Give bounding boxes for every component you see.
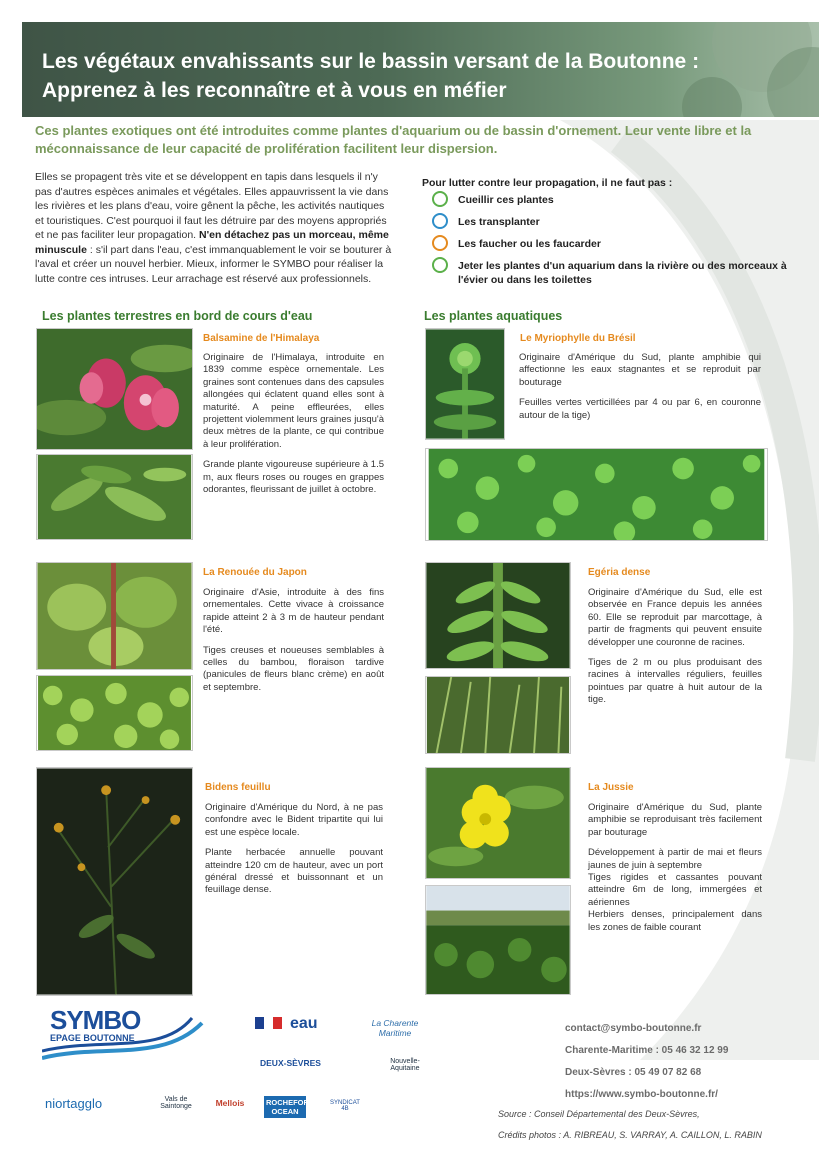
myriophylle-closeup-photo [425, 328, 505, 440]
nouvelle-aquitaine-logo: Nouvelle-Aquitaine [390, 1058, 420, 1072]
green-ring-icon [432, 257, 448, 273]
rochefort-ocean-logo: ROCHEFORT OCEAN [266, 1098, 314, 1116]
blue-ring-icon [432, 213, 448, 229]
bidens-description: Originaire d'Amérique du Nord, à ne pas confondre avec le Bident tripartite qui lui est une espèce locale. Plante herbacée annuelle pouvant atteindre 120 cm de hauteur, avec un port général dressé et buissonnant et un feuillage dense. [205, 802, 383, 896]
renouee-name: La Renouée du Japon [203, 567, 307, 578]
body-bold-warning: N'en détachez pas un morceau, même minuscule [35, 229, 389, 256]
section-title-aquatic: Les plantes aquatiques [424, 309, 563, 323]
jussie-description: Originaire d'Amérique du Sud, plante amphibie se reproduisant très facilement par bouturage Développement à partir de mai et fleurs jaunes de juin à septembre Tiges rigides et cassantes pouvant atteindre 6m de long, immergées et aériennes Herbiers denses, principalement dans les zones de faible courant [588, 802, 762, 933]
jussie-name: La Jussie [588, 782, 634, 793]
agence-eau-logo: eau [290, 1015, 318, 1032]
bidens-photo [36, 767, 193, 996]
symbo-wave-icon [42, 1003, 207, 1063]
green-ring-icon [432, 191, 448, 207]
renouee-description: Originaire d'Asie, introduite à des fins ornementales. Cette vivace à croissance rapide atteint 2 à 3 m de hauteur pendant l'été. Tiges creuses et noueuses semblables à celles du bambou, floraison tardive (panicules de fleurs blanc crème) en août et septembre. [203, 587, 384, 693]
charente-maritime-logo: La Charente Maritime [371, 1018, 419, 1038]
myriophylle-description: Originaire d'Amérique du Sud, plante amphibie qui affectionne les eaux stagnantes et se reproduit par bouturage Feuilles vertes verticillées par 4 ou par 6, en couronne autour de la tige) [519, 352, 761, 421]
balsamine-description: Originaire de l'Himalaya, introduite en 1839 comme espèce ornementale. Les graines sont contenues dans des capsules allongées qui éclatent quand elles sont à maturité. A peine effleurées, elles projettent violemment leurs graines jusqu'à deux mètres de la plante, ce qui contribue à leur prolifération. Grande plante vigoureuse supérieure à 1.5 m, aux fleurs roses ou rouges en grappes odorantes, fleurissant de juillet à octobre. [203, 352, 384, 496]
bidens-name: Bidens feuillu [205, 782, 271, 793]
myriophylle-mat-photo [425, 448, 768, 541]
deux-sevres-logo: DEUX-SÈVRES [260, 1058, 321, 1068]
credits-source: Source : Conseil Départemental des Deux-Sèvres, [498, 1109, 700, 1119]
mellois-logo: Mellois [215, 1098, 245, 1108]
myriophylle-name: Le Myriophylle du Brésil [520, 333, 636, 344]
contact-phone-deux-sevres: Deux-Sèvres : 05 49 07 82 68 [565, 1067, 702, 1078]
renouee-field-photo [36, 675, 193, 751]
jussie-flower-photo [425, 767, 571, 879]
section-title-terrestrial: Les plantes terrestres en bord de cours d'eau [42, 309, 313, 323]
ban-list [432, 193, 792, 295]
contact-phone-charente: Charente-Maritime : 05 46 32 12 99 [565, 1045, 729, 1056]
egeria-description: Originaire d'Amérique du Sud, elle est observée en France depuis les années 60. Elle se reproduit par marcottage, à partir de fragments qui peuvent ensuite développer une couronne de racines. Tiges de 2 m ou plus produisant des racines à intervalles réguliers, feuilles pointues par quatre à huit autour de la tige. [588, 587, 762, 706]
ban-list-title: Pour lutter contre leur propagation, il ne faut pas : [422, 177, 673, 189]
body-text-before: Elles se propagent très vite et se développent en tapis dans lesquels il n'y pas d'autres espèces animales et végétales. Elles appauvrissent la vie dans les rivières et les plans d'eau, voire gênent la pêche, les activités nautiques et touristiques. C'est pourquoi il faut les détruire par des moyens appropriés et ne pas faciliter leur propagation. [35, 171, 389, 241]
balsamine-name: Balsamine de l'Himalaya [203, 333, 320, 344]
balsamine-leaves-photo [36, 454, 193, 540]
ban-item: Jeter les plantes d'un aquarium dans la rivière ou des morceaux à l'évier ou dans les toilettes [432, 259, 792, 287]
ban-item: Cueillir ces plantes [432, 193, 792, 207]
republique-francaise-logo [255, 1017, 283, 1035]
egeria-name: Egéria dense [588, 567, 651, 578]
renouee-leaves-photo [36, 562, 193, 670]
symbo-logo: SYMBO EPAGE BOUTONNE [42, 1003, 207, 1063]
egeria-stem-photo [425, 562, 571, 669]
credits-block [498, 1104, 762, 1146]
contact-website[interactable]: https://www.symbo-boutonne.fr/ [565, 1089, 718, 1100]
egeria-underwater-photo [425, 676, 571, 754]
vals-saintonge-logo: Vals de Saintonge [160, 1096, 192, 1110]
body-text-after: : s'il part dans l'eau, c'est immanquablement le voir se bouturer à l'aval et créer un nouvel herbier. Mieux, informer le SYMBO pour réaliser la lutte contre ces intruses. Leur arrachage est réservé aux professionnels. [35, 243, 392, 285]
contact-block [565, 1018, 728, 1106]
contact-email[interactable]: contact@symbo-boutonne.fr [565, 1023, 702, 1034]
credits-photos: Crédits photos : A. RIBREAU, S. VARRAY, A. CAILLON, L. RABIN [498, 1130, 762, 1140]
jussie-pond-photo [425, 885, 571, 995]
ban-item: Les faucher ou les faucarder [432, 237, 792, 251]
body-paragraph [35, 170, 393, 286]
balsamine-flower-photo [36, 328, 193, 450]
page-title: Les végétaux envahissants sur le bassin versant de la Boutonne : Apprenez à les reconnaître et à vous en méfier [42, 50, 700, 102]
syndicat-4b-logo: SYNDICAT 4B [330, 1100, 360, 1112]
orange-ring-icon [432, 235, 448, 251]
ban-item: Les transplanter [432, 215, 792, 229]
niort-agglo-logo: niortagglo [45, 1096, 103, 1111]
intro-text: Ces plantes exotiques ont été introduites comme plantes d'aquarium ou de bassin d'ornement. Leur vente libre et la méconnaissance de leur capacité de prolifération facilitent leur dispersion. [35, 123, 752, 156]
